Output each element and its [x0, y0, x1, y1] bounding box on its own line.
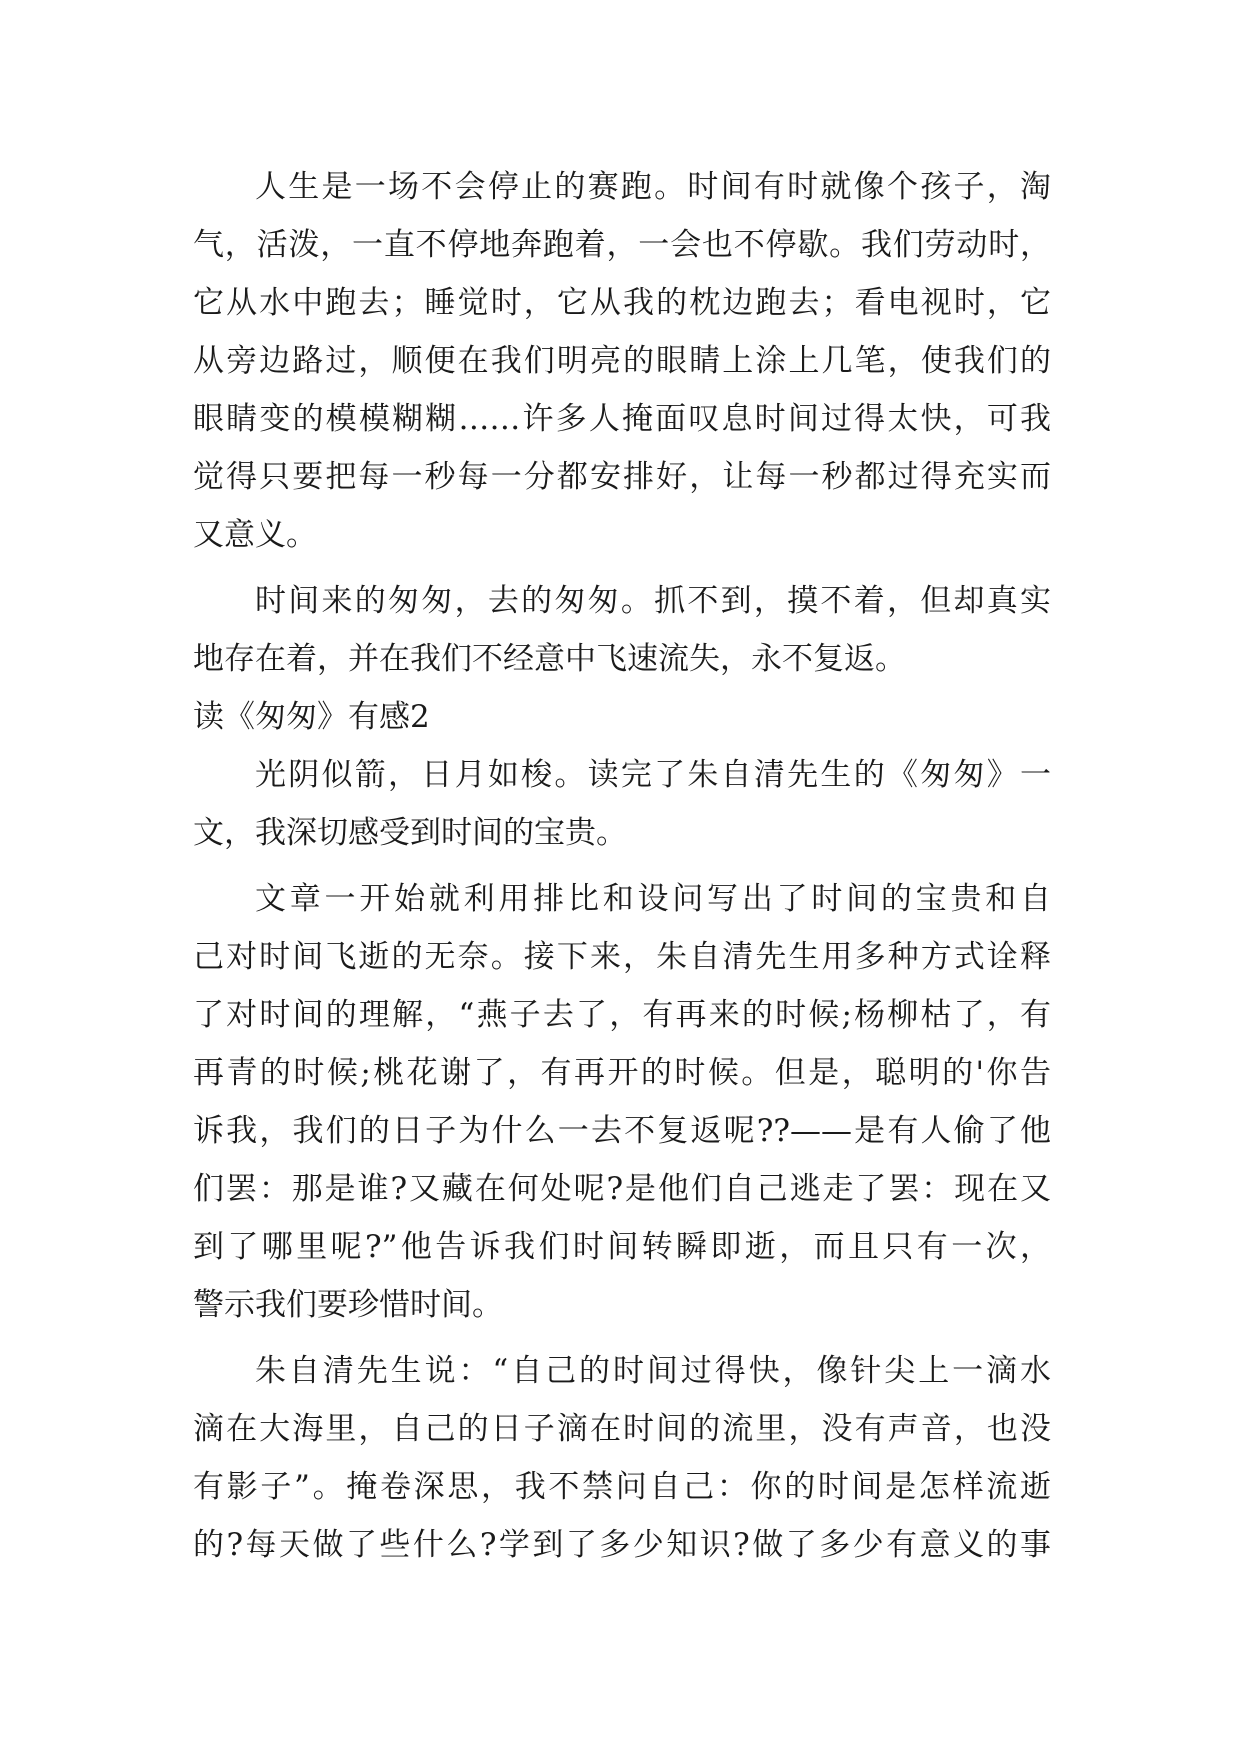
- paragraph-4-line-8: 警示我们要珍惜时间。: [193, 1287, 503, 1323]
- paragraph-4-line-3: 了对时间的理解，“燕子去了，有再来的时候;杨柳枯了，有: [193, 997, 1051, 1033]
- paragraph-5-line-2: 滴在大海里，自己的日子滴在时间的流里，没有声音，也没: [193, 1411, 1051, 1447]
- paragraph-1-line-5: 眼睛变的模模糊糊……许多人掩面叹息时间过得太快，可我: [193, 401, 1051, 437]
- paragraph-3-line-1: 光阴似箭，日月如梭。读完了朱自清先生的《匆匆》一: [255, 757, 1051, 793]
- section-heading: 读《匆匆》有感2: [193, 699, 430, 735]
- paragraph-1-line-2: 气，活泼，一直不停地奔跑着，一会也不停歇。我们劳动时，: [193, 227, 1051, 263]
- paragraph-4-line-1: 文章一开始就利用排比和设问写出了时间的宝贵和自: [255, 881, 1051, 917]
- paragraph-3-line-2: 文，我深切感受到时间的宝贵。: [193, 815, 627, 851]
- paragraph-5-line-3: 有影子”。掩卷深思，我不禁问自己：你的时间是怎样流逝: [193, 1469, 1051, 1505]
- paragraph-5-line-1: 朱自清先生说：“自己的时间过得快，像针尖上一滴水: [255, 1353, 1051, 1389]
- paragraph-4-line-7: 到了哪里呢?”他告诉我们时间转瞬即逝，而且只有一次，: [193, 1229, 1051, 1265]
- paragraph-5-line-4: 的?每天做了些什么?学到了多少知识?做了多少有意义的事: [193, 1527, 1051, 1563]
- paragraph-1-line-6: 觉得只要把每一秒每一分都安排好，让每一秒都过得充实而: [193, 459, 1051, 495]
- paragraph-1-line-1: 人生是一场不会停止的赛跑。时间有时就像个孩子，淘: [255, 169, 1051, 205]
- paragraph-1-line-3: 它从水中跑去；睡觉时，它从我的枕边跑去；看电视时，它: [193, 285, 1051, 321]
- paragraph-4-line-6: 们罢：那是谁?又藏在何处呢?是他们自己逃走了罢：现在又: [193, 1171, 1051, 1207]
- paragraph-1-line-7: 又意义。: [193, 517, 317, 553]
- paragraph-2-line-2: 地存在着，并在我们不经意中飞速流失，永不复返。: [193, 641, 906, 677]
- paragraph-1-line-4: 从旁边路过，顺便在我们明亮的眼睛上涂上几笔，使我们的: [193, 343, 1051, 379]
- paragraph-4-line-4: 再青的时候;桃花谢了，有再开的时候。但是，聪明的'你告: [193, 1055, 1051, 1091]
- paragraph-4-line-5: 诉我，我们的日子为什么一去不复返呢??——是有人偷了他: [193, 1113, 1051, 1149]
- paragraph-4-line-2: 己对时间飞逝的无奈。接下来，朱自清先生用多种方式诠释: [193, 939, 1051, 975]
- paragraph-2-line-1: 时间来的匆匆，去的匆匆。抓不到，摸不着，但却真实: [255, 583, 1051, 619]
